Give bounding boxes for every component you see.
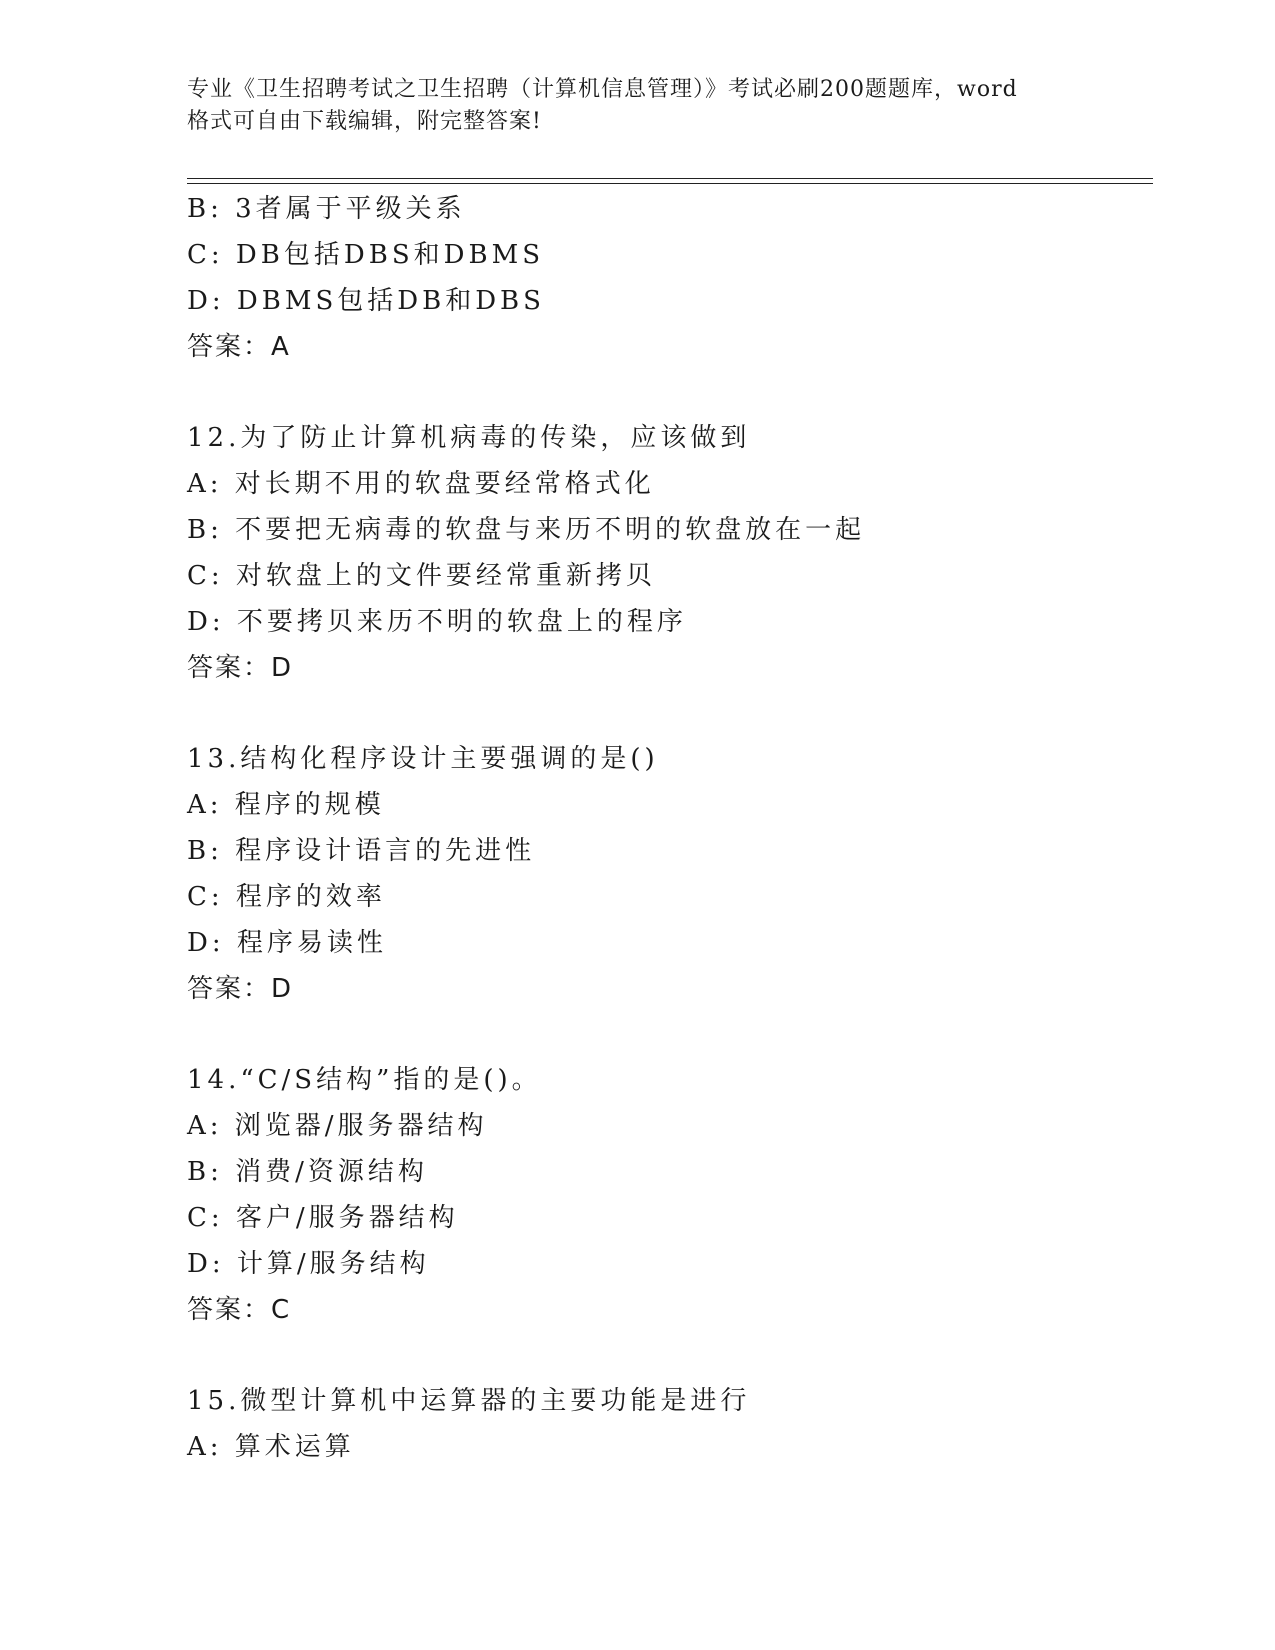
question-block-13 xyxy=(187,736,1153,1012)
option-b: B: 不要把无病毒的软盘与来历不明的软盘放在一起 xyxy=(187,515,866,545)
option-a: A: 程序的规模 xyxy=(187,790,385,820)
answer-line: 答案：C xyxy=(187,1295,292,1325)
question-text: 12.为了防止计算机病毒的传染，应该做到 xyxy=(187,423,751,453)
spacer xyxy=(187,1012,1153,1057)
question-list xyxy=(187,186,1153,1470)
header-line-2: 格式可自由下载编辑，附完整答案! xyxy=(187,109,542,134)
option-d: D: 不要拷贝来历不明的软盘上的程序 xyxy=(187,607,687,637)
question-text: 14.“C/S结构”指的是()。 xyxy=(187,1065,542,1095)
answer-line: 答案：D xyxy=(187,653,294,683)
header-line-1: 专业《卫生招聘考试之卫生招聘（计算机信息管理）》考试必刷200题题库，word xyxy=(187,77,1018,102)
option-a: A: 对长期不用的软盘要经常格式化 xyxy=(187,469,655,499)
option-a: A: 浏览器/服务器结构 xyxy=(187,1111,488,1141)
question-block-12 xyxy=(187,415,1153,691)
option-c: C: 客户/服务器结构 xyxy=(187,1203,459,1233)
option-b: B: 消费/资源结构 xyxy=(187,1157,428,1187)
document-header xyxy=(187,74,1087,138)
header-divider-top xyxy=(187,178,1153,179)
question-text: 13.结构化程序设计主要强调的是() xyxy=(187,744,659,774)
option-c: C: DB包括DBS和DBMS xyxy=(187,240,545,270)
question-text: 15.微型计算机中运算器的主要功能是进行 xyxy=(187,1386,751,1416)
answer-line: 答案：A xyxy=(187,332,291,362)
question-block-15 xyxy=(187,1378,1153,1470)
header-divider-bottom xyxy=(187,183,1153,184)
option-d: D: 计算/服务结构 xyxy=(187,1249,430,1279)
question-block-11 xyxy=(187,186,1153,370)
option-b: B: 3者属于平级关系 xyxy=(187,194,466,224)
spacer xyxy=(187,691,1153,736)
option-d: D: 程序易读性 xyxy=(187,928,387,958)
option-b: B: 程序设计语言的先进性 xyxy=(187,836,536,866)
option-d: D: DBMS包括DB和DBS xyxy=(187,286,545,316)
option-c: C: 对软盘上的文件要经常重新拷贝 xyxy=(187,561,656,591)
spacer xyxy=(187,370,1153,415)
answer-line: 答案：D xyxy=(187,974,294,1004)
question-block-14 xyxy=(187,1057,1153,1333)
option-c: C: 程序的效率 xyxy=(187,882,386,912)
option-a: A: 算术运算 xyxy=(187,1432,355,1462)
spacer xyxy=(187,1333,1153,1378)
